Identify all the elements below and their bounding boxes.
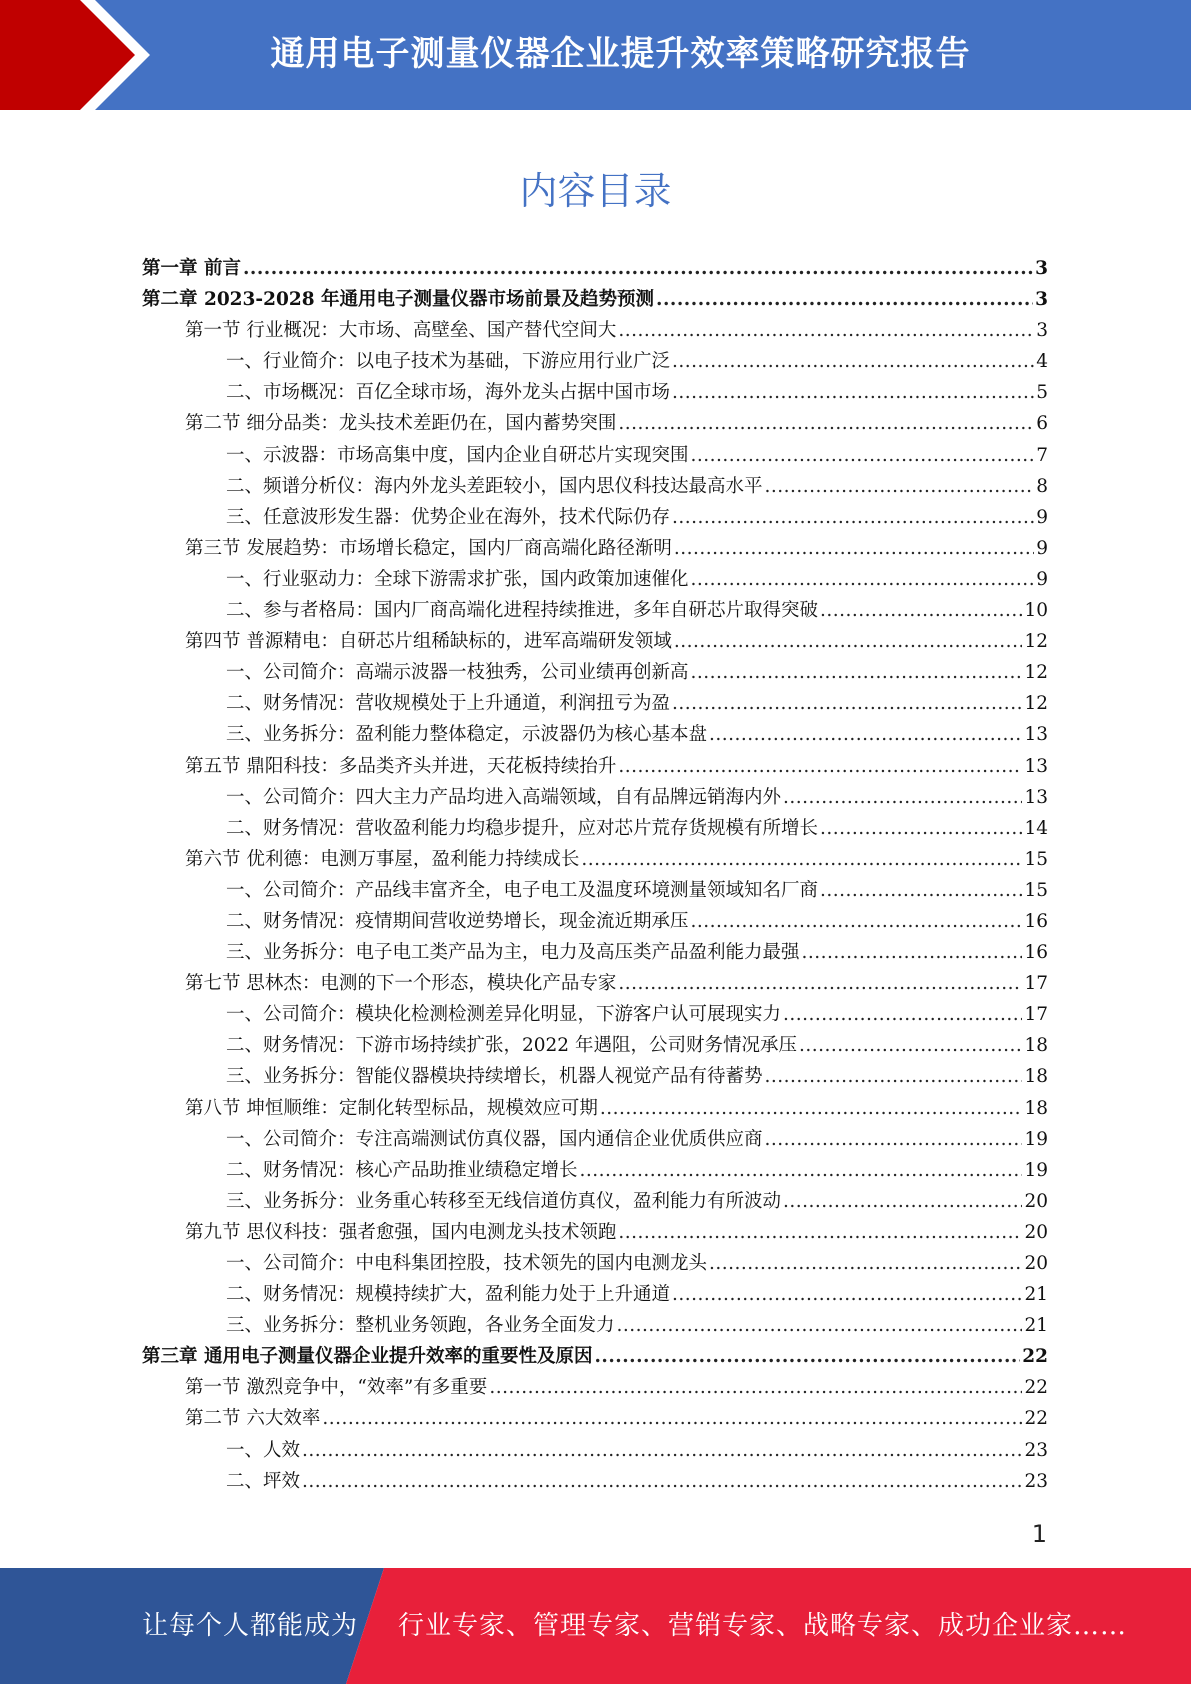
toc-entry[interactable]	[142, 1249, 1048, 1280]
toc-entry-page: 19	[1024, 1128, 1048, 1150]
toc-dot-leader	[799, 1035, 1022, 1056]
toc-entry-page: 8	[1036, 475, 1048, 497]
toc-entry-title: 二、财务情况：规模持续扩大，盈利能力处于上升通道	[226, 1284, 671, 1306]
page-number: 1	[1031, 1520, 1047, 1548]
toc-dot-leader	[618, 973, 1022, 994]
toc-entry[interactable]	[142, 1187, 1048, 1218]
toc-dot-leader	[600, 1098, 1023, 1119]
toc-entry[interactable]	[142, 1436, 1048, 1467]
toc-entry-title: 一、公司简介：产品线丰富齐全，电子电工及温度环境测量领域知名厂商	[226, 879, 819, 901]
toc-dot-leader	[820, 600, 1022, 621]
toc-entry-page: 4	[1036, 351, 1048, 373]
toc-entry-page: 22	[1022, 1346, 1048, 1368]
toc-entry[interactable]	[142, 316, 1048, 347]
toc-entry-title: 一、公司简介：四大主力产品均进入高端领域，自有品牌远销海内外	[226, 786, 782, 808]
toc-entry-page: 12	[1024, 662, 1048, 684]
toc-entry-title: 第三节 发展趋势：市场增长稳定，国内厂商高端化路径渐明	[185, 537, 672, 559]
toc-entry-page: 7	[1036, 444, 1048, 466]
toc-entry[interactable]	[142, 1311, 1048, 1342]
toc-entry[interactable]	[142, 472, 1048, 503]
toc-entry-title: 一、示波器：市场高集中度，国内企业自研芯片实现突围	[226, 444, 689, 466]
toc-dot-leader	[783, 1191, 1022, 1212]
toc-entry-title: 二、财务情况：营收盈利能力均稳步提升，应对芯片荒存货规模有所增长	[226, 817, 819, 839]
toc-entry-title: 第六节 优利德：电测万事屋，盈利能力持续成长	[185, 848, 580, 870]
toc-dot-leader	[581, 849, 1022, 870]
toc-entry[interactable]	[142, 1156, 1048, 1187]
toc-entry[interactable]	[142, 969, 1048, 1000]
toc-entry-title: 三、业务拆分：业务重心转移至无线信道仿真仪，盈利能力有所波动	[226, 1190, 782, 1212]
toc-entry[interactable]	[142, 752, 1048, 783]
toc-entry[interactable]	[142, 845, 1048, 876]
toc-entry-title: 三、业务拆分：智能仪器模块持续增长，机器人视觉产品有待蓄势	[226, 1066, 763, 1088]
toc-entry[interactable]	[142, 596, 1048, 627]
toc-entry-title: 一、行业简介：以电子技术为基础，下游应用行业广泛	[226, 351, 671, 373]
toc-entry-page: 20	[1024, 1253, 1048, 1274]
toc-entry[interactable]	[142, 409, 1048, 440]
toc-entry-title: 第八节 坤恒顺维：定制化转型标品，规模效应可期	[185, 1097, 598, 1119]
toc-entry[interactable]	[142, 658, 1048, 689]
toc-entry-title: 第七节 思林杰：电测的下一个形态，模块化产品专家	[185, 973, 617, 995]
toc-dot-leader	[765, 1129, 1023, 1150]
toc-entry-title: 二、频谱分析仪：海内外龙头差距较小，国内思仪科技达最高水平	[226, 475, 763, 497]
toc-entry[interactable]	[142, 1000, 1048, 1031]
toc-dot-leader	[302, 1471, 1022, 1492]
toc-entry[interactable]	[142, 534, 1048, 565]
toc-dot-leader	[617, 1315, 1023, 1336]
toc-entry[interactable]	[142, 1373, 1048, 1404]
toc-entry[interactable]	[142, 565, 1048, 596]
toc-entry[interactable]	[142, 254, 1048, 285]
toc-entry-title: 第五节 鼎阳科技：多品类齐头并进，天花板持续抬升	[185, 755, 617, 777]
toc-entry-page: 16	[1024, 910, 1048, 932]
toc-entry[interactable]	[142, 1125, 1048, 1156]
toc-entry-page: 23	[1024, 1439, 1048, 1461]
toc-entry-page: 22	[1024, 1377, 1048, 1399]
toc-dot-leader	[709, 724, 1022, 745]
toc-dot-leader	[709, 1253, 1022, 1274]
toc-dot-leader	[820, 880, 1022, 901]
toc-dot-leader	[618, 413, 1034, 434]
toc-dot-leader	[691, 569, 1035, 590]
toc-entry[interactable]	[142, 1062, 1048, 1093]
toc-entry-page: 15	[1024, 848, 1048, 870]
toc-entry[interactable]	[142, 938, 1048, 969]
toc-entry-page: 22	[1024, 1408, 1048, 1430]
toc-dot-leader	[302, 1440, 1022, 1461]
toc-dot-leader	[618, 320, 1034, 341]
toc-entry-title: 二、财务情况：下游市场持续扩张，2022 年遇阻，公司财务情况承压	[226, 1035, 797, 1057]
toc-entry-title: 第四节 普源精电：自研芯片组稀缺标的，进军高端研发领域	[185, 631, 672, 653]
toc-dot-leader	[672, 382, 1034, 403]
toc-entry-page: 23	[1024, 1470, 1048, 1492]
toc-entry-title: 一、人效	[226, 1439, 301, 1461]
toc-dot-leader	[691, 445, 1035, 466]
toc-entry-page: 10	[1024, 600, 1048, 622]
toc-entry-page: 13	[1024, 786, 1048, 808]
toc-entry-page: 18	[1024, 1097, 1048, 1119]
footer-banner	[0, 1568, 1191, 1684]
toc-entry[interactable]	[142, 1342, 1048, 1373]
toc-entry-title: 三、业务拆分：整机业务领跑，各业务全面发力	[226, 1315, 615, 1337]
toc-entry-page: 9	[1036, 568, 1048, 590]
toc-entry-page: 14	[1024, 817, 1048, 839]
toc-entry[interactable]	[142, 627, 1048, 658]
header-bar	[0, 0, 1191, 110]
toc-entry-page: 3	[1036, 320, 1048, 342]
toc-entry-title: 一、行业驱动力：全球下游需求扩张，国内政策加速催化	[226, 568, 689, 590]
toc-entry[interactable]	[142, 1031, 1048, 1062]
toc-dot-leader	[674, 631, 1023, 652]
toc-entry-page: 21	[1024, 1315, 1048, 1337]
toc-entry-title: 一、公司简介：中电科集团控股，技术领先的国内电测龙头	[226, 1253, 708, 1274]
toc-entry-title: 三、业务拆分：盈利能力整体稳定，示波器仍为核心基本盘	[226, 724, 708, 746]
toc-entry[interactable]	[142, 503, 1048, 534]
toc-entry[interactable]	[142, 378, 1048, 409]
toc-dot-leader	[618, 1222, 1022, 1243]
toc-dot-leader	[691, 662, 1023, 683]
toc-entry-page: 15	[1024, 879, 1048, 901]
report-title: 通用电子测量仪器企业提升效率策略研究报告	[270, 34, 971, 74]
toc-entry[interactable]	[142, 1218, 1048, 1249]
toc-entry-title: 二、坪效	[226, 1470, 301, 1492]
toc-dot-leader	[580, 1160, 1023, 1181]
toc-entry[interactable]	[142, 347, 1048, 378]
toc-entry-page: 19	[1024, 1159, 1048, 1181]
toc-entry-title: 一、公司简介：专注高端测试仿真仪器，国内通信企业优质供应商	[226, 1128, 763, 1150]
toc-entry[interactable]	[142, 720, 1048, 751]
toc-entry-page: 9	[1036, 537, 1048, 559]
toc-dot-leader	[243, 258, 1033, 279]
toc-entry-page: 3	[1035, 289, 1048, 311]
toc-entry-page: 17	[1024, 973, 1048, 995]
toc-entry-page: 18	[1024, 1066, 1048, 1088]
toc-entry-title: 第一章 前言	[142, 258, 241, 279]
toc-entry[interactable]	[142, 689, 1048, 720]
toc-entry-title: 一、公司简介：高端示波器一枝独秀，公司业绩再创新高	[226, 662, 689, 684]
toc-dot-leader	[765, 1066, 1023, 1087]
toc-entry-title: 第九节 思仪科技：强者愈强，国内电测龙头技术领跑	[185, 1221, 617, 1243]
toc-entry-title: 二、财务情况：营收规模处于上升通道，利润扭亏为盈	[226, 693, 671, 715]
toc-entry-title: 第二章 2023-2028 年通用电子测量仪器市场前景及趋势预测	[142, 289, 655, 311]
toc-entry-title: 三、任意波形发生器：优势企业在海外，技术代际仍存	[226, 506, 671, 528]
toc-entry-page: 17	[1024, 1004, 1048, 1026]
toc-entry-page: 18	[1024, 1035, 1048, 1057]
toc-entry-title: 二、财务情况：核心产品助推业绩稳定增长	[226, 1159, 578, 1181]
toc-dot-leader	[674, 538, 1034, 559]
toc-entry[interactable]	[142, 1280, 1048, 1311]
toc-entry-title: 二、财务情况：疫情期间营收逆势增长，现金流近期承压	[226, 910, 689, 932]
toc-dot-leader	[820, 818, 1022, 839]
toc-dot-leader	[656, 289, 1033, 310]
toc-entry[interactable]	[142, 907, 1048, 938]
toc-entry-title: 第三章 通用电子测量仪器企业提升效率的重要性及原因	[142, 1346, 593, 1368]
footer-slogan-left: 让每个人都能成为	[142, 1611, 359, 1641]
toc-entry-title: 第一节 激烈竞争中，“效率”有多重要	[185, 1377, 488, 1399]
table-of-contents	[142, 254, 1048, 1498]
toc-entry-page: 12	[1024, 631, 1048, 653]
toc-entry[interactable]	[142, 783, 1048, 814]
toc-entry-title: 第二节 六大效率	[185, 1408, 321, 1430]
toc-entry[interactable]	[142, 1467, 1048, 1498]
toc-entry-page: 3	[1035, 258, 1048, 279]
toc-entry[interactable]	[142, 1404, 1048, 1435]
toc-entry-page: 5	[1036, 382, 1048, 404]
toc-entry[interactable]	[142, 876, 1048, 907]
toc-dot-leader	[489, 1377, 1022, 1398]
toc-dot-leader	[691, 911, 1023, 932]
toc-dot-leader	[672, 1284, 1022, 1305]
toc-entry-title: 三、业务拆分：电子电工类产品为主，电力及高压类产品盈利能力最强	[226, 942, 800, 964]
toc-dot-leader	[783, 787, 1022, 808]
toc-entry-page: 13	[1024, 755, 1048, 777]
toc-entry-title: 二、市场概况：百亿全球市场，海外龙头占据中国市场	[226, 382, 671, 404]
toc-dot-leader	[322, 1408, 1022, 1429]
toc-entry-page: 20	[1024, 1221, 1048, 1243]
toc-entry-page: 20	[1024, 1190, 1048, 1212]
toc-entry-page: 13	[1024, 724, 1048, 746]
toc-dot-leader	[765, 476, 1035, 497]
toc-entry-page: 16	[1024, 942, 1048, 964]
toc-entry[interactable]	[142, 285, 1048, 316]
toc-entry[interactable]	[142, 1094, 1048, 1125]
toc-entry-title: 第一节 行业概况：大市场、高壁垒、国产替代空间大	[185, 320, 617, 342]
toc-entry-title: 二、参与者格局：国内厂商高端化进程持续推进，多年自研芯片取得突破	[226, 600, 819, 622]
toc-entry[interactable]	[142, 814, 1048, 845]
toc-dot-leader	[672, 351, 1034, 372]
toc-dot-leader	[802, 942, 1023, 963]
toc-dot-leader	[672, 507, 1034, 528]
toc-entry-title: 第二节 细分品类：龙头技术差距仍在，国内蓄势突围	[185, 413, 617, 435]
toc-dot-leader	[672, 693, 1022, 714]
toc-entry-page: 21	[1024, 1284, 1048, 1306]
footer-slogan-right: 行业专家、管理专家、营销专家、战略专家、成功企业家……	[398, 1611, 1128, 1641]
toc-dot-leader	[594, 1346, 1020, 1367]
toc-entry-title: 一、公司简介：模块化检测检测差异化明显，下游客户认可展现实力	[226, 1004, 782, 1026]
toc-dot-leader	[783, 1004, 1022, 1025]
toc-heading: 内容目录	[519, 169, 672, 213]
toc-entry-page: 9	[1036, 506, 1048, 528]
toc-entry-page: 12	[1024, 693, 1048, 715]
toc-dot-leader	[618, 756, 1022, 777]
toc-entry[interactable]	[142, 441, 1048, 472]
toc-entry-page: 6	[1036, 413, 1048, 435]
